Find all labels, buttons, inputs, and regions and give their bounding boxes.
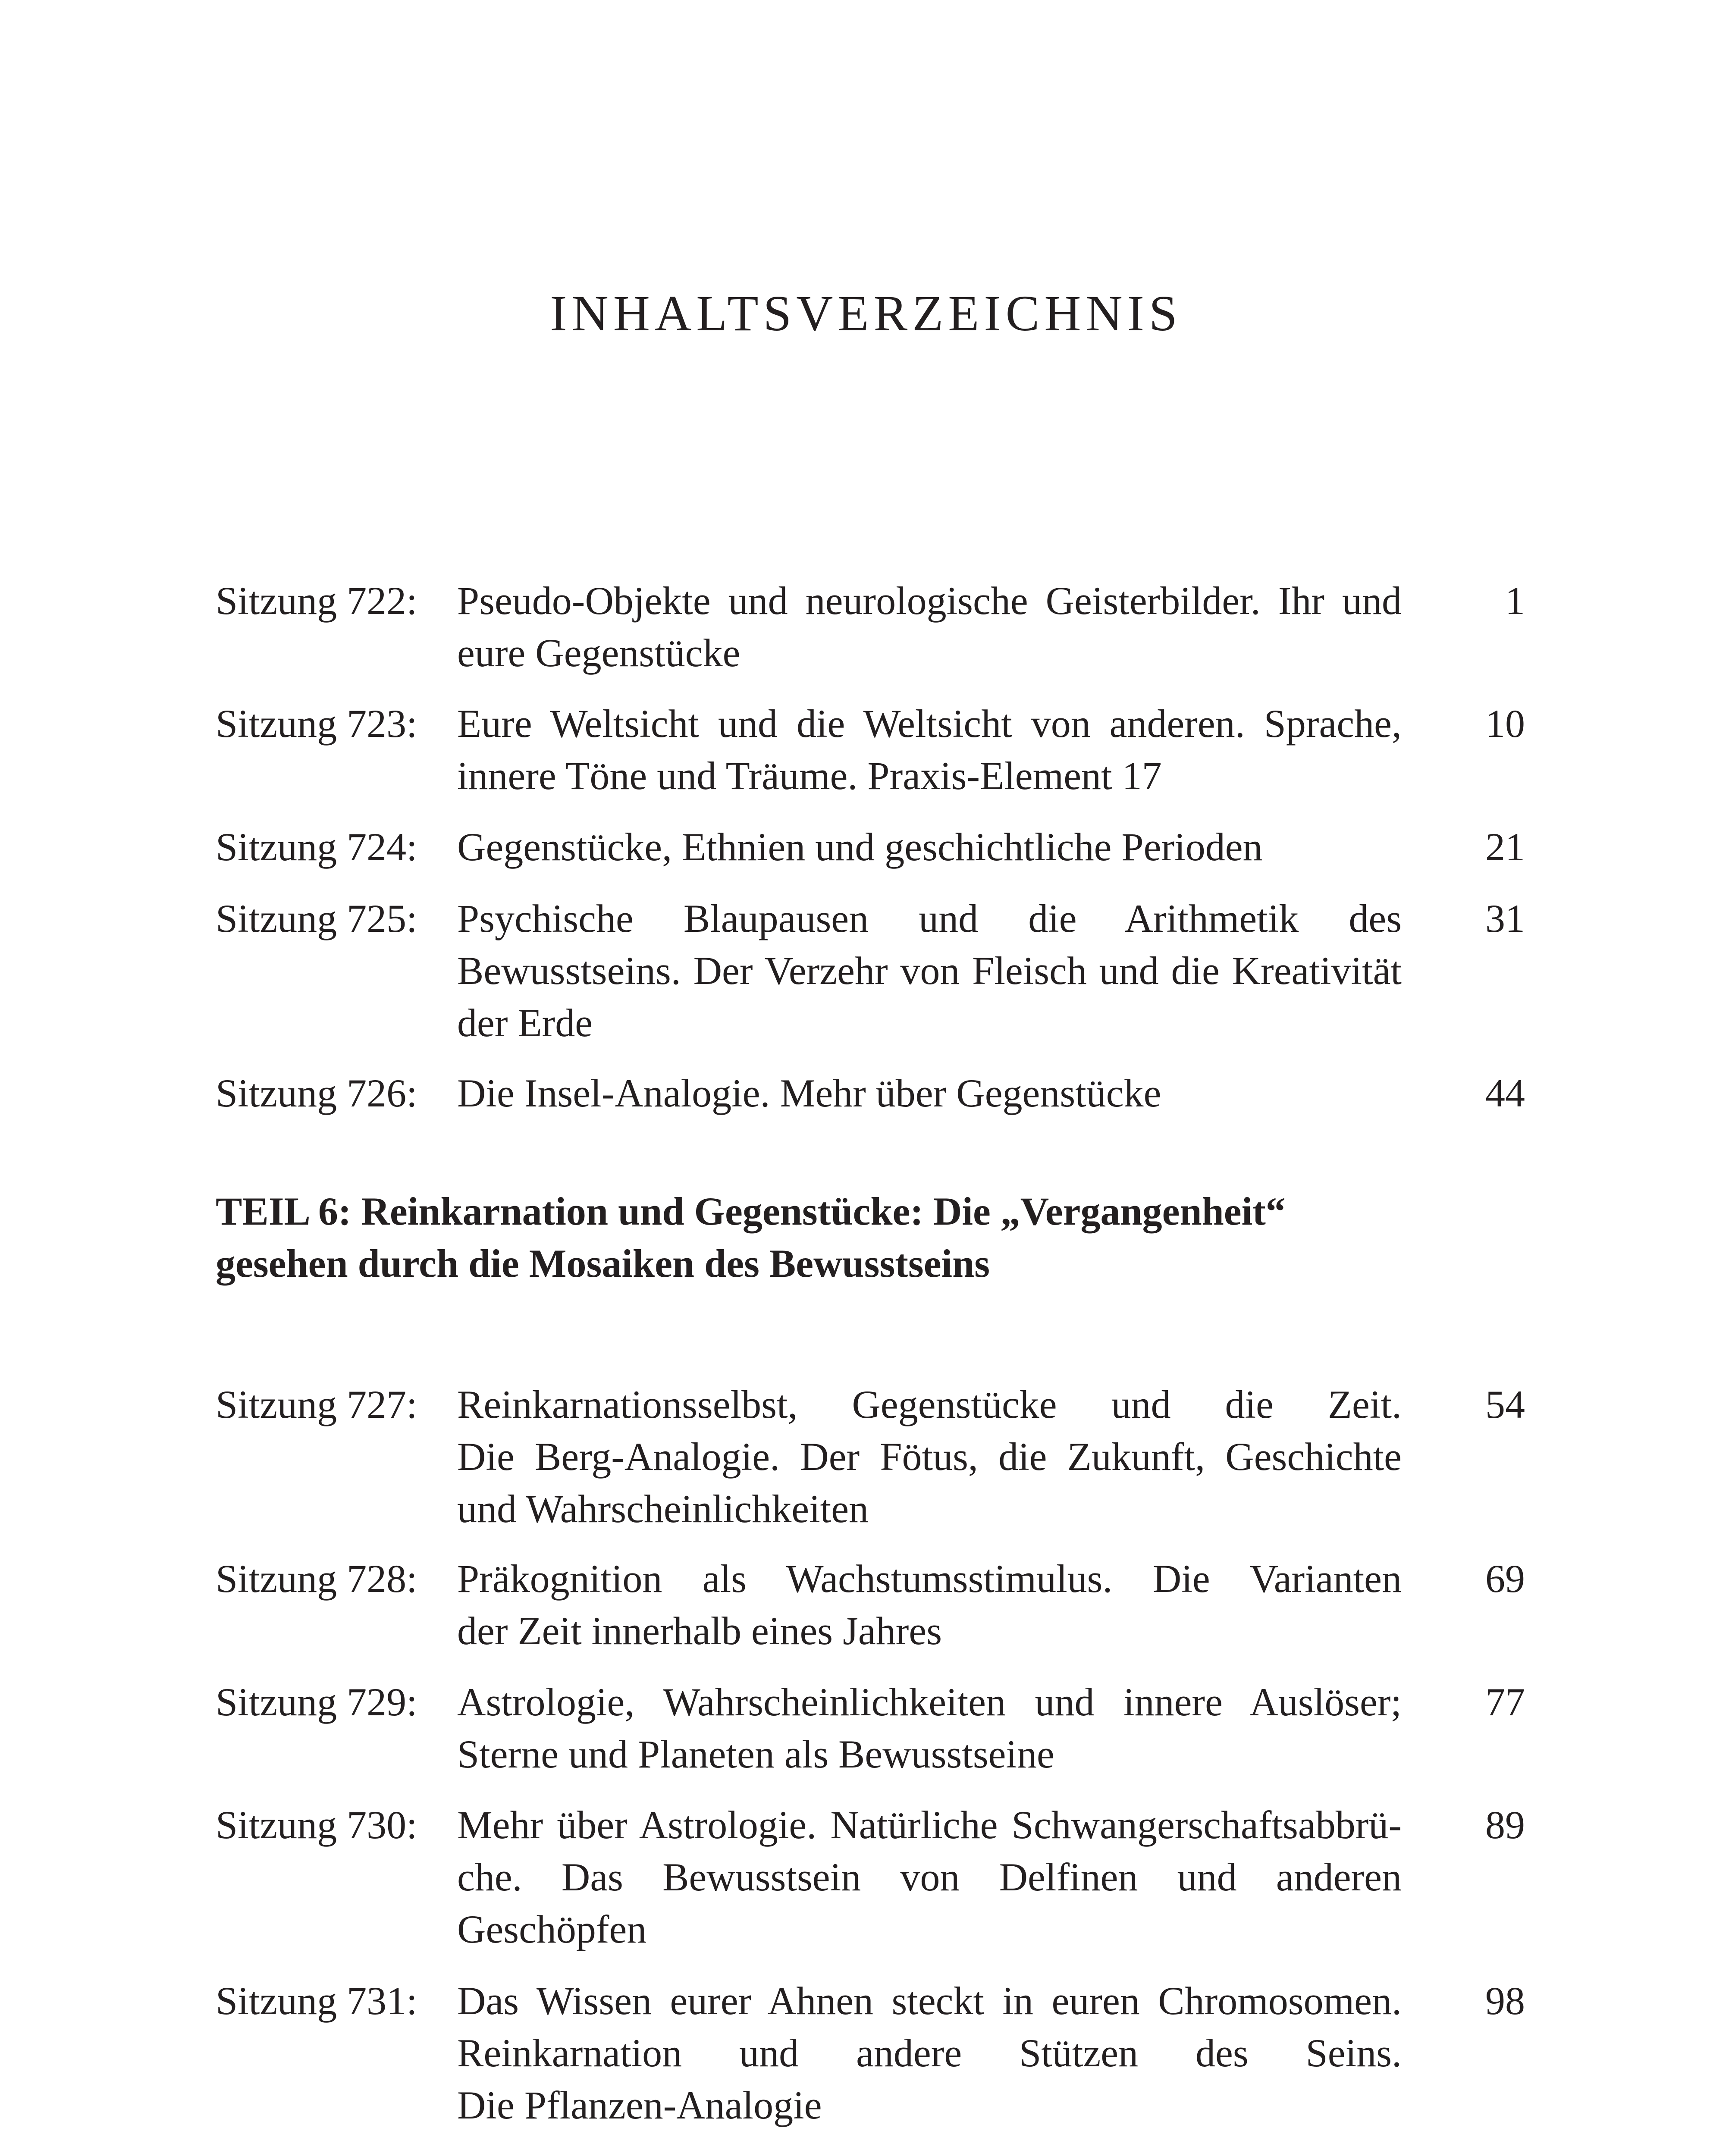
page-title: INHALTSVERZEICHNIS [550,285,1182,342]
toc-description-line: der Erde [457,1001,593,1045]
toc-description-line: Bewusstseins. Der Verzehr von Fleisch und die Kreativität [457,949,1402,993]
toc-description-line: Sterne und Planeten als Bewusstseine [457,1732,1054,1776]
toc-session-label: Sitzung 727: [216,1382,417,1426]
toc-description-line: eure Gegenstücke [457,631,740,675]
toc-description-line: Das Wissen eurer Ahnen steckt in euren Chromosomen. [457,1979,1402,2023]
toc-description-line: innere Töne und Träume. Praxis-Element 17 [457,754,1162,798]
toc-session-label: Sitzung 726: [216,1071,417,1115]
toc-session-label: Sitzung 728: [216,1557,417,1601]
toc-page-number: 77 [1485,1680,1525,1724]
toc-description-line: Reinkarnation und andere Stützen des Seins. [457,2031,1402,2075]
toc-page-number: 98 [1485,1979,1525,2023]
toc-session-label: Sitzung 723: [216,702,417,746]
part-heading-line: gesehen durch die Mosaiken des Bewusstseins [216,1241,990,1285]
toc-session-label: Sitzung 722: [216,579,417,623]
part-heading-line: TEIL 6: Reinkarnation und Gegenstücke: Die „Vergangenheit“ [216,1189,1286,1233]
toc-page-number: 54 [1485,1382,1525,1426]
toc-description [457,1553,1402,1657]
toc-page-number: 44 [1485,1071,1525,1115]
toc-page-number: 1 [1505,579,1525,623]
toc-description-line: Geschöpfen [457,1907,647,1951]
toc-page-number: 10 [1485,702,1525,746]
toc-description-line: Die Pflanzen-Analogie [457,2083,822,2127]
toc-page-number: 21 [1485,825,1525,869]
toc-description-line: Reinkarnationsselbst, Gegenstücke und die Zeit. [457,1382,1402,1426]
toc-page-number: 31 [1485,896,1525,940]
toc-description-line: Gegenstücke, Ethnien und geschichtliche Perioden [457,825,1263,869]
toc-session-label: Sitzung 729: [216,1680,417,1724]
toc-description-line: der Zeit innerhalb eines Jahres [457,1609,942,1653]
toc-description [457,575,1402,679]
toc-description-line: che. Das Bewusstsein von Delfinen und anderen [457,1855,1402,1899]
toc-description-line: Pseudo-Objekte und neurologische Geisterbilder. Ihr und [457,579,1402,623]
part-heading [216,1185,1509,1290]
toc-description [457,1799,1402,1955]
toc-session-label: Sitzung 724: [216,825,417,869]
toc-page-number: 69 [1485,1557,1525,1601]
toc-description [457,821,1402,873]
toc-session-label: Sitzung 731: [216,1979,417,2023]
toc-description-line: und Wahrscheinlichkeiten [457,1487,869,1531]
toc-description [457,1067,1402,1119]
toc-description-line: Präkognition als Wachstumsstimulus. Die Varianten [457,1557,1402,1601]
toc-page-number: 89 [1485,1803,1525,1847]
toc-description-line: Die Insel-Analogie. Mehr über Gegenstücke [457,1071,1161,1115]
toc-session-label: Sitzung 730: [216,1803,417,1847]
toc-description-line: Psychische Blaupausen und die Arithmetik des [457,896,1402,940]
toc-session-label: Sitzung 725: [216,896,417,940]
toc-description [457,1379,1402,1535]
toc-description-line: Mehr über Astrologie. Natürliche Schwangerschaftsabbrü- [457,1803,1402,1847]
toc-description-line: Astrologie, Wahrscheinlichkeiten und innere Auslöser; [457,1680,1402,1724]
toc-description-line: Eure Weltsicht und die Weltsicht von anderen. Sprache, [457,702,1402,746]
toc-description-line: Die Berg-Analogie. Der Fötus, die Zukunft, Geschichte [457,1435,1402,1479]
toc-description [457,893,1402,1049]
toc-description [457,1975,1402,2131]
toc-description [457,698,1402,802]
toc-description [457,1676,1402,1780]
